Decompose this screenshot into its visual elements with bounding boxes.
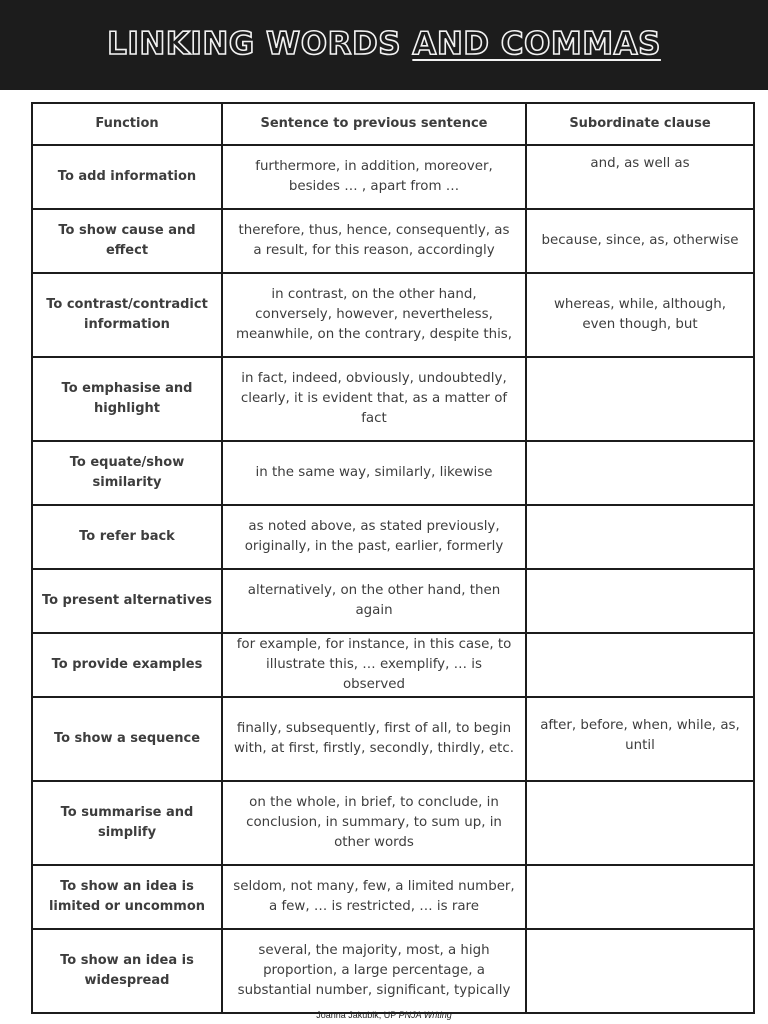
footer-course: PNJA Writing xyxy=(398,1010,452,1020)
table-row xyxy=(32,929,754,1013)
function-cell: To show cause and effect xyxy=(32,209,222,273)
subordinate-cell xyxy=(526,569,754,633)
sentence-cell: in the same way, similarly, likewise xyxy=(222,441,526,505)
footer-credit xyxy=(0,1010,768,1020)
sentence-cell: on the whole, in brief, to conclude, in conclusion, in summary, to sum up, in other words xyxy=(222,781,526,865)
table-row xyxy=(32,781,754,865)
function-cell: To emphasise and highlight xyxy=(32,357,222,441)
header-sentence: Sentence to previous sentence xyxy=(222,103,526,145)
subordinate-cell xyxy=(526,633,754,697)
subordinate-cell xyxy=(526,865,754,929)
table-row xyxy=(32,209,754,273)
page-title-part1: LINKING WORDS xyxy=(107,26,413,62)
function-cell: To show a sequence xyxy=(32,697,222,781)
function-cell: To refer back xyxy=(32,505,222,569)
sentence-cell: as noted above, as stated previously, originally, in the past, earlier, formerly xyxy=(222,505,526,569)
sentence-cell: alternatively, on the other hand, then again xyxy=(222,569,526,633)
function-cell: To equate/show similarity xyxy=(32,441,222,505)
subordinate-cell xyxy=(526,441,754,505)
sentence-cell: therefore, thus, hence, consequently, as a result, for this reason, accordingly xyxy=(222,209,526,273)
page-title-part2: AND COMMAS xyxy=(412,26,661,62)
header-subordinate: Subordinate clause xyxy=(526,103,754,145)
sentence-cell: furthermore, in addition, moreover, besides … , apart from … xyxy=(222,145,526,209)
subordinate-cell: whereas, while, although, even though, but xyxy=(526,273,754,357)
function-cell: To add information xyxy=(32,145,222,209)
sentence-cell: for example, for instance, in this case, to illustrate this, … exemplify, … is observed xyxy=(222,633,526,697)
table-row xyxy=(32,865,754,929)
subordinate-cell xyxy=(526,357,754,441)
sentence-cell: several, the majority, most, a high proportion, a large percentage, a substantial number, significant, typically xyxy=(222,929,526,1013)
table-row xyxy=(32,569,754,633)
function-cell: To summarise and simplify xyxy=(32,781,222,865)
subordinate-cell: after, before, when, while, as, until xyxy=(526,697,754,781)
table-row xyxy=(32,633,754,697)
subordinate-cell xyxy=(526,505,754,569)
subordinate-cell xyxy=(526,781,754,865)
function-cell: To present alternatives xyxy=(32,569,222,633)
table-row xyxy=(32,505,754,569)
sentence-cell: in fact, indeed, obviously, undoubtedly, clearly, it is evident that, as a matter of fact xyxy=(222,357,526,441)
table-row xyxy=(32,441,754,505)
sentence-cell: seldom, not many, few, a limited number, a few, … is restricted, … is rare xyxy=(222,865,526,929)
table-row xyxy=(32,357,754,441)
header-function: Function xyxy=(32,103,222,145)
linking-words-table xyxy=(31,102,755,1014)
sentence-cell: finally, subsequently, first of all, to begin with, at first, firstly, secondly, thirdly, etc. xyxy=(222,697,526,781)
sentence-cell: in contrast, on the other hand, conversely, however, nevertheless, meanwhile, on the contrary, despite this, xyxy=(222,273,526,357)
function-cell: To show an idea is widespread xyxy=(32,929,222,1013)
function-cell: To contrast/contradict information xyxy=(32,273,222,357)
subordinate-cell: and, as well as xyxy=(526,145,754,209)
table-row xyxy=(32,273,754,357)
subordinate-cell: because, since, as, otherwise xyxy=(526,209,754,273)
subordinate-cell xyxy=(526,929,754,1013)
function-cell: To show an idea is limited or uncommon xyxy=(32,865,222,929)
table-header-row xyxy=(32,103,754,145)
table-row xyxy=(32,145,754,209)
page-title xyxy=(0,26,768,62)
table-row xyxy=(32,697,754,781)
function-cell: To provide examples xyxy=(32,633,222,697)
footer-author: Joanna Jakubik, UP xyxy=(316,1010,399,1020)
